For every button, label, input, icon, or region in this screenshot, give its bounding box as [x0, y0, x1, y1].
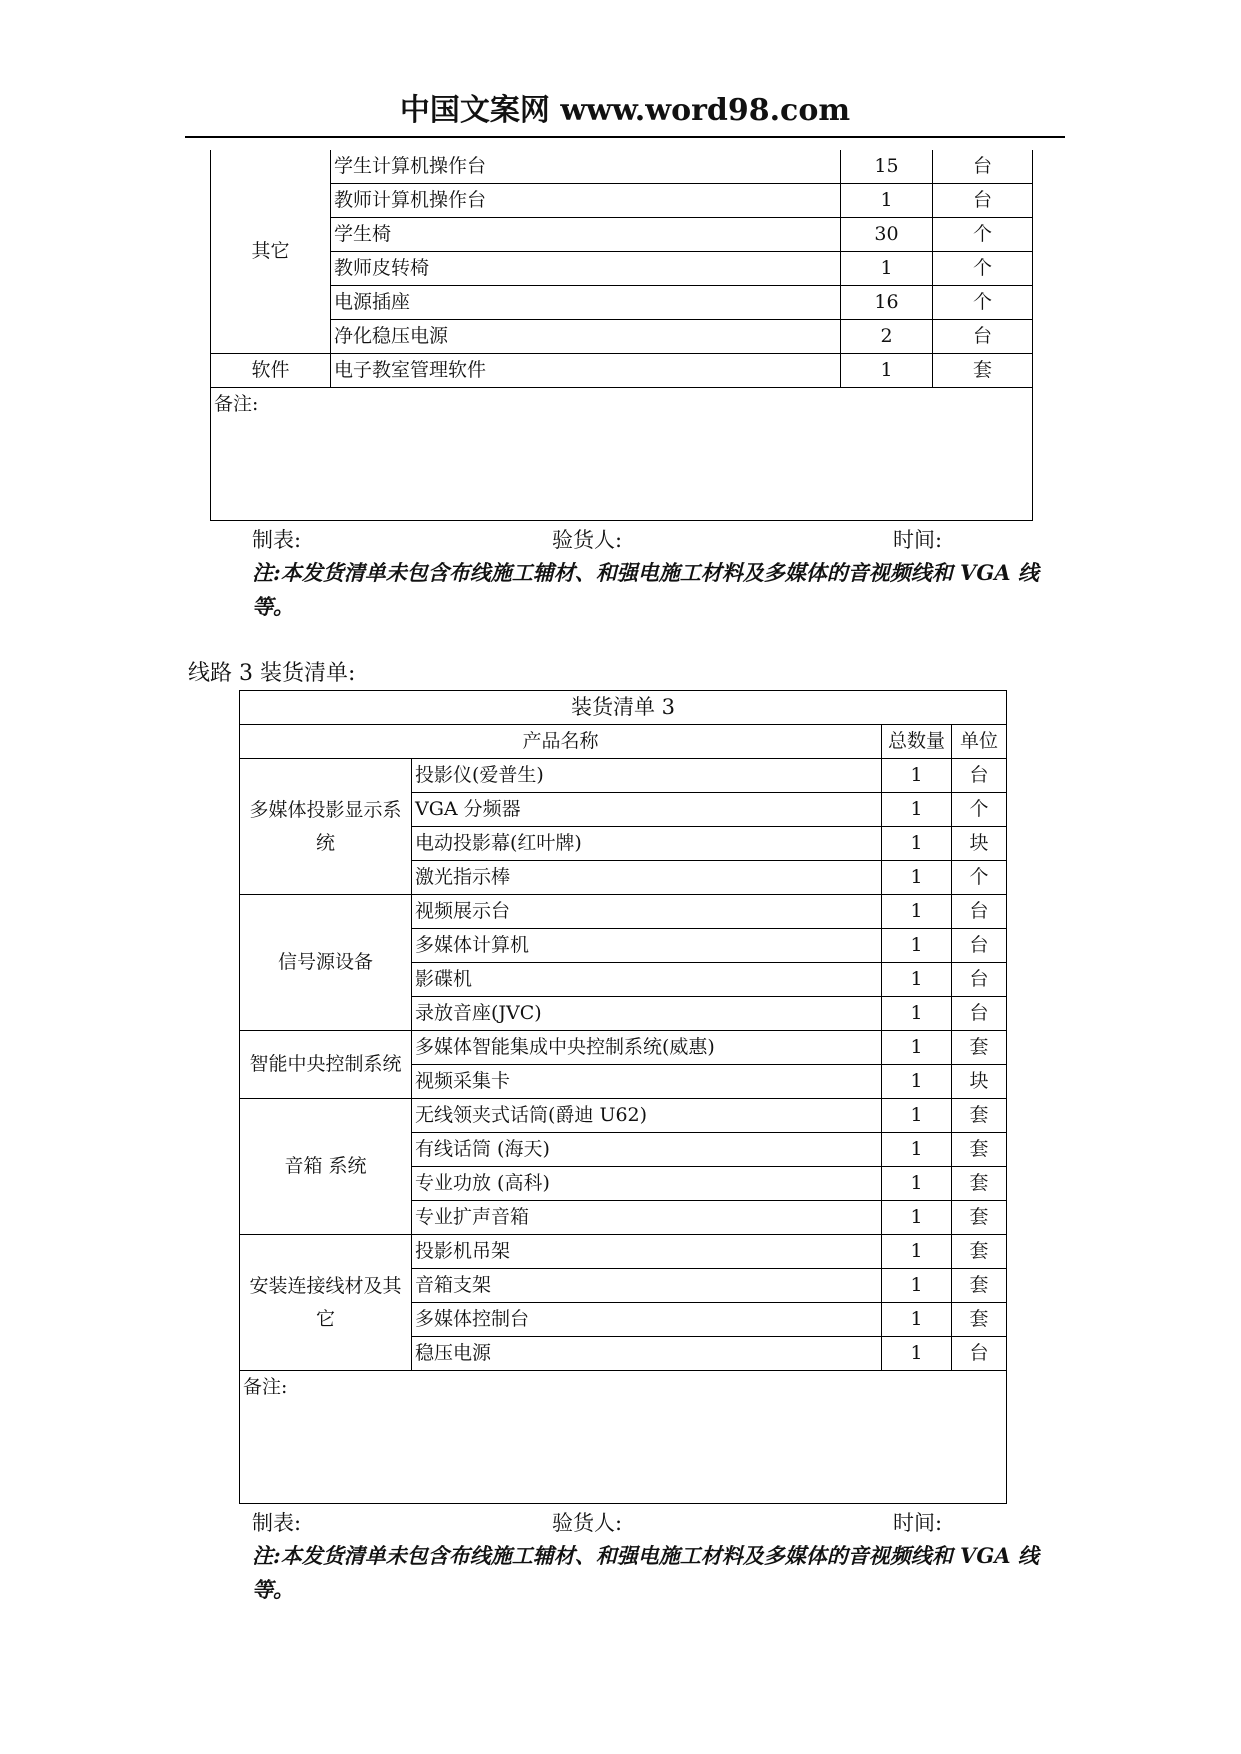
quantity-cell: 1	[882, 827, 952, 861]
unit-cell: 台	[952, 759, 1007, 793]
header-unit: 单位	[952, 725, 1007, 759]
unit-cell: 台	[952, 1337, 1007, 1371]
product-name-cell: 无线领夹式话筒(爵迪 U62)	[412, 1099, 882, 1133]
signature-inspector: 验货人:	[552, 1511, 623, 1535]
unit-cell: 套	[933, 354, 1033, 388]
footnote: 注:本发货清单未包含布线施工辅材、和强电施工材料及多媒体的音视频线和 VGA 线等。	[252, 1543, 1039, 1602]
quantity-cell: 1	[882, 1133, 952, 1167]
quantity-cell: 1	[882, 963, 952, 997]
table-header-row	[240, 725, 1007, 759]
product-name-cell: 多媒体智能集成中央控制系统(威惠)	[412, 1031, 882, 1065]
product-name-cell: 多媒体控制台	[412, 1303, 882, 1337]
product-name-cell: 学生计算机操作台	[331, 150, 841, 184]
quantity-cell: 16	[841, 286, 933, 320]
quantity-cell: 15	[841, 150, 933, 184]
table-row	[240, 1031, 1007, 1065]
category-cell: 软件	[211, 354, 331, 388]
unit-cell: 台	[933, 184, 1033, 218]
remark-cell: 备注:	[211, 388, 1033, 521]
product-name-cell: 教师皮转椅	[331, 252, 841, 286]
product-name-cell: 电源插座	[331, 286, 841, 320]
quantity-cell: 1	[882, 1337, 952, 1371]
unit-cell: 套	[952, 1133, 1007, 1167]
packing-list-table-1	[210, 150, 1033, 521]
header-product-name: 产品名称	[240, 725, 882, 759]
unit-cell: 台	[952, 895, 1007, 929]
unit-cell: 个	[933, 252, 1033, 286]
quantity-cell: 1	[882, 1167, 952, 1201]
remark-row	[240, 1371, 1007, 1504]
table-row	[211, 218, 1033, 252]
product-name-cell: 专业扩声音箱	[412, 1201, 882, 1235]
product-name-cell: 电动投影幕(红叶牌)	[412, 827, 882, 861]
product-name-cell: 专业功放 (高科)	[412, 1167, 882, 1201]
unit-cell: 个	[933, 286, 1033, 320]
product-name-cell: 学生椅	[331, 218, 841, 252]
category-cell: 其它	[211, 150, 331, 354]
product-name-cell: 视频采集卡	[412, 1065, 882, 1099]
quantity-cell: 1	[882, 1099, 952, 1133]
table-row	[240, 1235, 1007, 1269]
signature-inspector: 验货人:	[552, 528, 623, 552]
product-name-cell: 稳压电源	[412, 1337, 882, 1371]
product-name-cell: 录放音座(JVC)	[412, 997, 882, 1031]
quantity-cell: 1	[882, 1269, 952, 1303]
quantity-cell: 30	[841, 218, 933, 252]
unit-cell: 套	[952, 1099, 1007, 1133]
quantity-cell: 2	[841, 320, 933, 354]
table-row	[240, 895, 1007, 929]
quantity-cell: 1	[882, 895, 952, 929]
unit-cell: 台	[952, 963, 1007, 997]
signature-time: 时间:	[893, 528, 943, 552]
unit-cell: 套	[952, 1303, 1007, 1337]
unit-cell: 个	[933, 218, 1033, 252]
quantity-cell: 1	[882, 1201, 952, 1235]
category-cell: 多媒体投影显示系统	[240, 759, 412, 895]
quantity-cell: 1	[882, 759, 952, 793]
table-title-row	[240, 691, 1007, 725]
unit-cell: 块	[952, 1065, 1007, 1099]
unit-cell: 块	[952, 827, 1007, 861]
unit-cell: 台	[933, 320, 1033, 354]
quantity-cell: 1	[882, 997, 952, 1031]
table-row	[211, 354, 1033, 388]
footnote: 注:本发货清单未包含布线施工辅材、和强电施工材料及多媒体的音视频线和 VGA 线等。	[252, 560, 1039, 619]
signature-maker: 制表:	[252, 1511, 302, 1535]
product-name-cell: 投影机吊架	[412, 1235, 882, 1269]
unit-cell: 台	[952, 929, 1007, 963]
section-title: 线路 3 装货清单:	[188, 661, 356, 686]
product-name-cell: 多媒体计算机	[412, 929, 882, 963]
unit-cell: 台	[952, 997, 1007, 1031]
table-row	[240, 1099, 1007, 1133]
quantity-cell: 1	[882, 861, 952, 895]
unit-cell: 套	[952, 1167, 1007, 1201]
quantity-cell: 1	[882, 1303, 952, 1337]
product-name-cell: 有线话筒 (海天)	[412, 1133, 882, 1167]
unit-cell: 台	[933, 150, 1033, 184]
product-name-cell: 电子教室管理软件	[331, 354, 841, 388]
quantity-cell: 1	[882, 1065, 952, 1099]
unit-cell: 套	[952, 1201, 1007, 1235]
remark-cell: 备注:	[240, 1371, 1007, 1504]
quantity-cell: 1	[882, 1031, 952, 1065]
table-row	[211, 286, 1033, 320]
product-name-cell: 音箱支架	[412, 1269, 882, 1303]
table-row	[211, 252, 1033, 286]
header-title: 中国文案网 www.word98.com	[399, 93, 851, 128]
product-name-cell: 净化稳压电源	[331, 320, 841, 354]
product-name-cell: 影碟机	[412, 963, 882, 997]
signature-maker: 制表:	[252, 528, 302, 552]
product-name-cell: 激光指示棒	[412, 861, 882, 895]
quantity-cell: 1	[882, 1235, 952, 1269]
category-cell: 智能中央控制系统	[240, 1031, 412, 1099]
category-cell: 信号源设备	[240, 895, 412, 1031]
table-title: 装货清单 3	[240, 691, 1007, 725]
table-row	[211, 184, 1033, 218]
quantity-cell: 1	[882, 929, 952, 963]
table-row	[211, 150, 1033, 184]
unit-cell: 套	[952, 1269, 1007, 1303]
header-quantity: 总数量	[882, 725, 952, 759]
remark-row	[211, 388, 1033, 521]
signature-time: 时间:	[893, 1511, 943, 1535]
product-name-cell: 教师计算机操作台	[331, 184, 841, 218]
product-name-cell: 视频展示台	[412, 895, 882, 929]
unit-cell: 套	[952, 1235, 1007, 1269]
category-cell: 音箱 系统	[240, 1099, 412, 1235]
category-cell: 安装连接线材及其它	[240, 1235, 412, 1371]
quantity-cell: 1	[882, 793, 952, 827]
unit-cell: 个	[952, 861, 1007, 895]
table-row	[211, 320, 1033, 354]
quantity-cell: 1	[841, 354, 933, 388]
product-name-cell: VGA 分频器	[412, 793, 882, 827]
quantity-cell: 1	[841, 252, 933, 286]
table-row	[240, 759, 1007, 793]
quantity-cell: 1	[841, 184, 933, 218]
unit-cell: 个	[952, 793, 1007, 827]
packing-list-table-3	[239, 690, 1007, 1504]
product-name-cell: 投影仪(爱普生)	[412, 759, 882, 793]
page-header	[185, 86, 1065, 138]
unit-cell: 套	[952, 1031, 1007, 1065]
